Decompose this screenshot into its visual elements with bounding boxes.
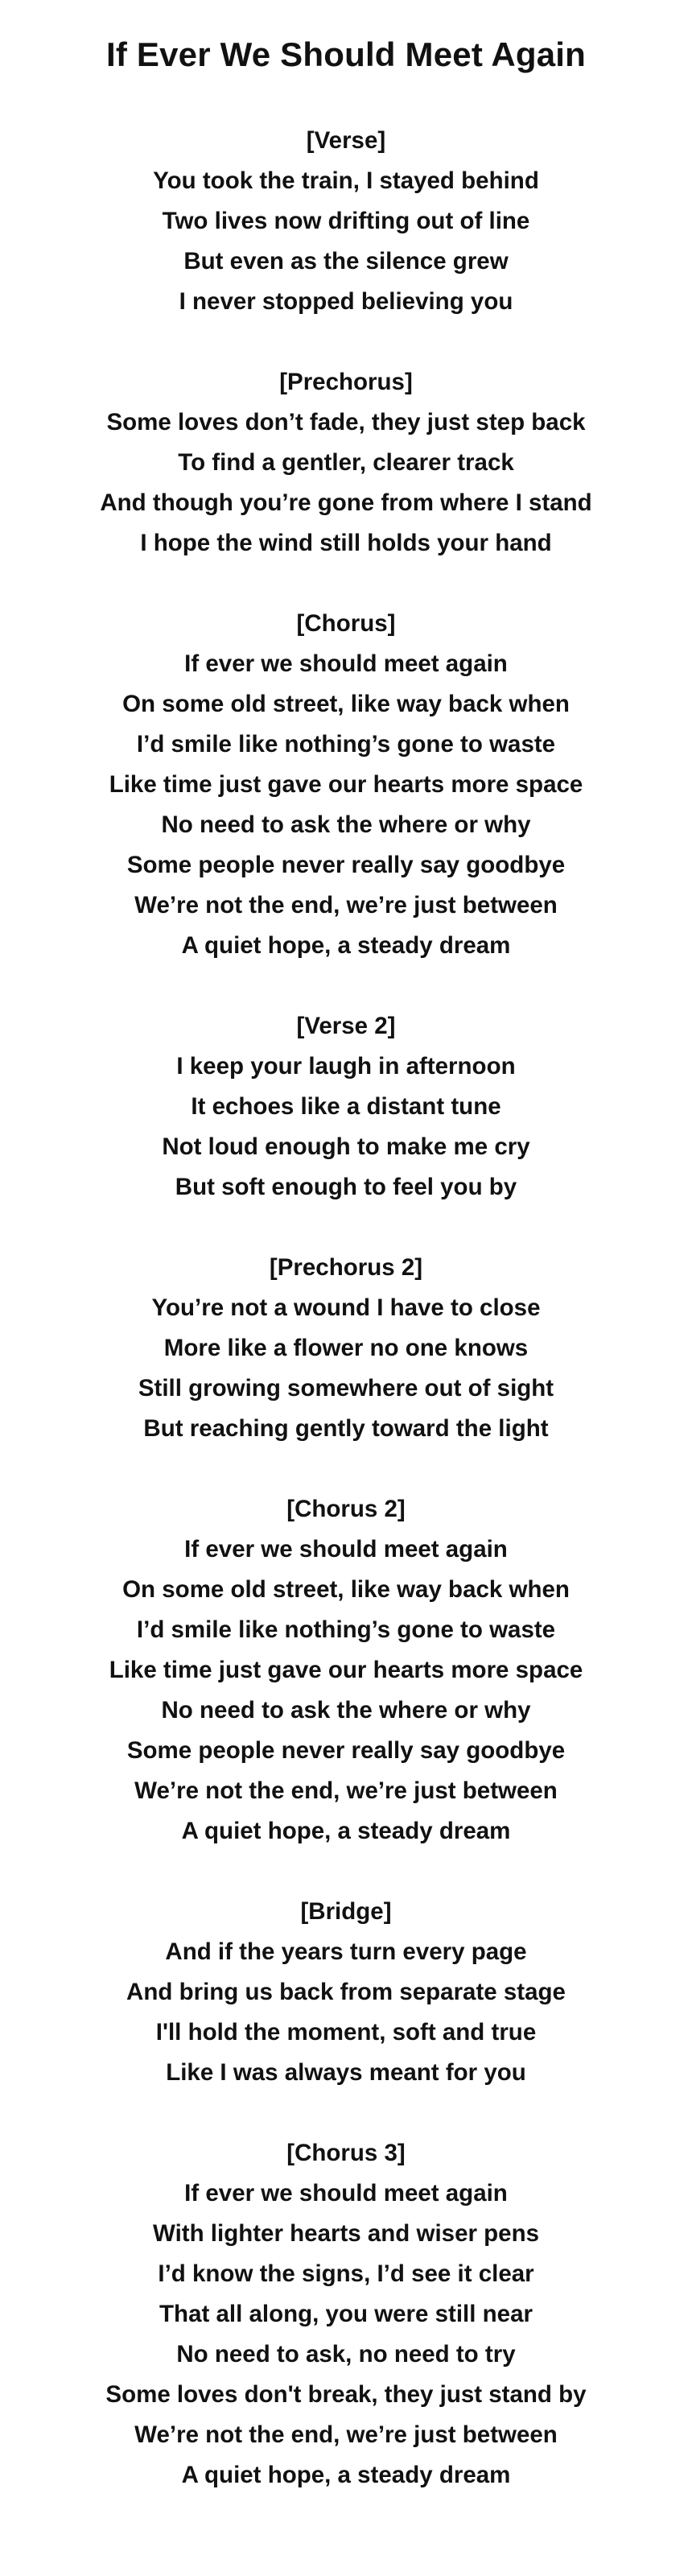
lyric-line: Two lives now drifting out of line [162, 208, 530, 234]
section-label: [Verse] [306, 127, 386, 154]
section-label: [Chorus] [296, 610, 396, 637]
lyric-line: Not loud enough to make me cry [162, 1133, 530, 1160]
lyric-line: You’re not a wound I have to close [151, 1294, 541, 1321]
lyric-line: I'll hold the moment, soft and true [155, 2019, 537, 2046]
lyric-line: Some loves don’t fade, they just step back [106, 409, 586, 436]
lyric-line: We’re not the end, we’re just between [134, 892, 558, 919]
lyric-line: Like time just gave our hearts more space [109, 771, 583, 798]
lyric-line: But reaching gently toward the light [143, 1415, 549, 1442]
song-title: If Ever We Should Meet Again [105, 35, 587, 73]
lyric-line: We’re not the end, we’re just between [134, 2421, 558, 2448]
lyric-line: I’d smile like nothing’s gone to waste [136, 1616, 556, 1643]
lyric-line: I hope the wind still holds your hand [140, 530, 552, 556]
lyric-line: Some people never really say goodbye [126, 1737, 566, 1764]
lyrics-body [0, 121, 692, 2496]
lyric-line: A quiet hope, a steady dream [181, 932, 511, 959]
lyric-line: And if the years turn every page [165, 1938, 527, 1965]
section-label: [Chorus 3] [286, 2140, 406, 2166]
lyric-section-bridge [0, 1892, 692, 2093]
lyric-line: It echoes like a distant tune [191, 1093, 501, 1120]
lyric-line: On some old street, like way back when [122, 691, 570, 717]
lyric-line: No need to ask the where or why [161, 811, 531, 838]
lyric-line: And bring us back from separate stage [126, 1979, 566, 2005]
lyric-line: I’d smile like nothing’s gone to waste [136, 731, 556, 758]
lyric-section-chorus-2 [0, 1489, 692, 1852]
lyric-line: I never stopped believing you [179, 288, 513, 315]
lyric-line: No need to ask, no need to try [176, 2341, 516, 2368]
lyric-line: A quiet hope, a steady dream [181, 1818, 511, 1844]
lyric-line: Like time just gave our hearts more space [109, 1657, 583, 1683]
lyric-line: On some old street, like way back when [122, 1576, 570, 1603]
section-label: [Chorus 2] [286, 1496, 406, 1522]
lyric-line: Some loves don't break, they just stand by [105, 2381, 587, 2408]
lyric-line: If ever we should meet again [184, 1536, 508, 1563]
lyric-section-verse [0, 121, 692, 322]
lyric-line: With lighter hearts and wiser pens [152, 2220, 540, 2247]
section-label: [Bridge] [300, 1898, 392, 1925]
lyric-line: A quiet hope, a steady dream [181, 2462, 511, 2488]
lyric-line: If ever we should meet again [184, 2180, 508, 2207]
section-label: [Prechorus 2] [269, 1254, 423, 1281]
lyric-line: We’re not the end, we’re just between [134, 1777, 558, 1804]
lyric-section-prechorus-2 [0, 1248, 692, 1449]
lyric-line: If ever we should meet again [184, 650, 508, 677]
lyric-line: You took the train, I stayed behind [153, 167, 539, 194]
lyric-line: Some people never really say goodbye [126, 852, 566, 878]
lyric-section-prechorus [0, 362, 692, 564]
section-label: [Verse 2] [296, 1013, 396, 1039]
lyric-line: But even as the silence grew [183, 248, 509, 275]
section-label: [Prechorus] [279, 369, 413, 395]
lyric-line: More like a flower no one knows [163, 1335, 529, 1361]
lyric-line: Still growing somewhere out of sight [138, 1375, 554, 1402]
lyric-line: And though you’re gone from where I stand [100, 489, 592, 516]
lyric-line: To find a gentler, clearer track [178, 449, 514, 476]
lyric-line: I keep your laugh in afternoon [176, 1053, 516, 1080]
lyric-line: No need to ask the where or why [161, 1697, 531, 1724]
lyric-line: But soft enough to feel you by [175, 1174, 517, 1200]
lyric-line: Like I was always meant for you [166, 2059, 526, 2086]
lyric-section-verse-2 [0, 1006, 692, 1208]
lyric-line: That all along, you were still near [159, 2301, 533, 2327]
lyric-section-chorus [0, 604, 692, 966]
lyric-line: I’d know the signs, I’d see it clear [158, 2260, 534, 2287]
lyric-section-chorus-3 [0, 2133, 692, 2496]
